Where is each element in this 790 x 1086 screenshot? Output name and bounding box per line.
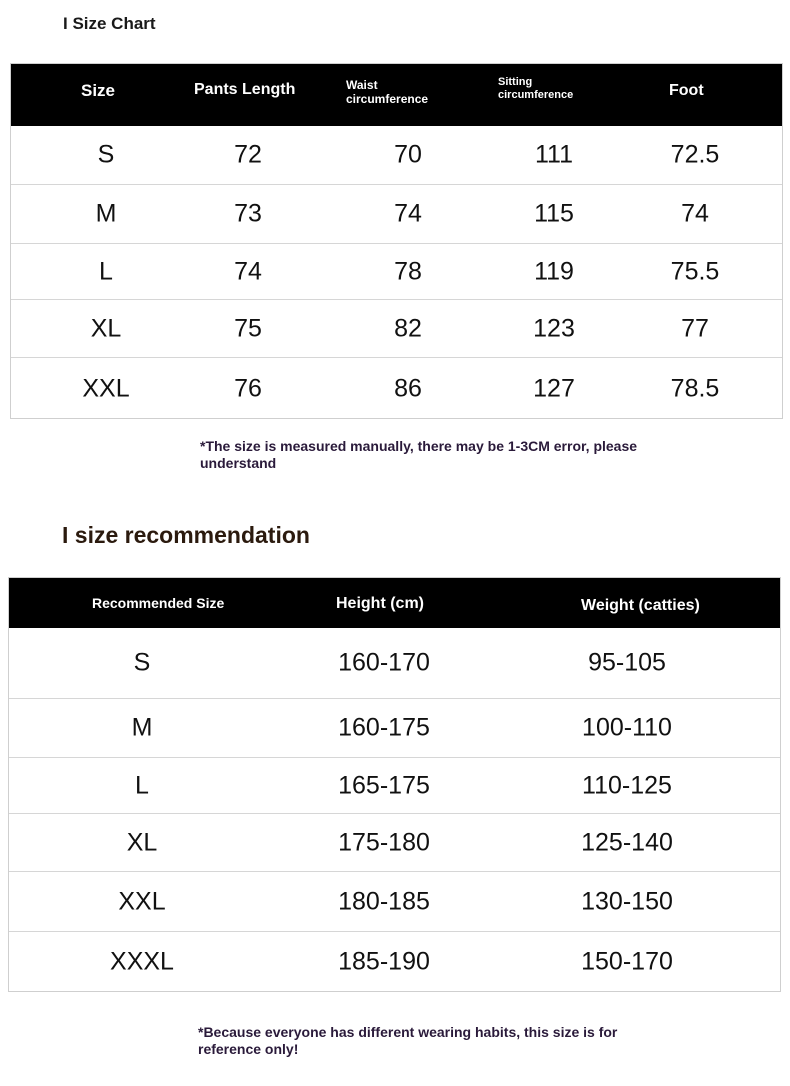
cell-weight: 100-110 [582, 713, 672, 742]
recommendation-note [198, 1024, 668, 1058]
header-waist [346, 78, 428, 107]
cell-size: XXXL [110, 947, 174, 976]
cell-weight: 130-150 [581, 887, 673, 915]
recommendation-row [9, 699, 780, 758]
cell-size: XXL [118, 887, 166, 915]
cell-height: 175-180 [338, 828, 430, 856]
cell-height: 180-185 [338, 887, 430, 915]
header-pants-length: Pants Length [194, 81, 296, 98]
cell-waist: 74 [394, 199, 422, 228]
recommendation-row [9, 758, 780, 814]
cell-sitting: 111 [534, 140, 574, 169]
header-foot: Foot [669, 82, 704, 99]
size-chart-row [11, 126, 782, 185]
size-chart-row [11, 185, 782, 244]
cell-size: XL [90, 314, 122, 342]
size-chart-header [11, 64, 782, 126]
cell-sitting: 123 [533, 314, 575, 342]
size-chart-note-line2: understand [200, 455, 277, 471]
cell-sitting: 115 [534, 199, 574, 228]
recommendation-row [9, 814, 780, 872]
cell-size: XL [126, 828, 158, 856]
size-chart-note-line1: *The size is measured manually, there may be 1-3CM error, please [200, 438, 638, 454]
header-recommended-size: Recommended Size [92, 595, 225, 611]
cell-weight: 95-105 [588, 648, 666, 677]
cell-height: 160-170 [338, 648, 430, 677]
cell-waist: 78 [394, 257, 422, 285]
recommendation-row [9, 628, 780, 699]
cell-pants-length: 76 [234, 374, 262, 402]
cell-pants-length: 74 [234, 257, 262, 285]
cell-pants-length: 75 [234, 314, 262, 342]
size-chart-title: I Size Chart [63, 14, 156, 33]
header-waist-line2: circumference [346, 92, 429, 107]
header-waist-line1: Waist [346, 78, 378, 92]
header-sitting-line2: circumference [498, 89, 574, 102]
header-size: Size [81, 81, 116, 100]
cell-size: L [99, 257, 113, 285]
header-sitting-line1: Sitting [498, 76, 533, 88]
header-height: Height (cm) [336, 595, 424, 612]
cell-size: S [97, 140, 115, 169]
cell-size: L [135, 771, 149, 799]
cell-height: 185-190 [338, 947, 430, 976]
size-chart-table [10, 63, 783, 419]
cell-sitting: 127 [533, 374, 575, 402]
cell-size: XXL [82, 374, 130, 402]
size-chart-row [11, 300, 782, 358]
cell-foot: 75.5 [670, 257, 720, 285]
recommendation-row [9, 872, 780, 932]
cell-waist: 82 [394, 314, 422, 342]
cell-pants-length: 72 [234, 140, 262, 169]
cell-weight: 150-170 [581, 947, 673, 976]
cell-pants-length: 73 [234, 199, 262, 228]
recommendation-table [8, 577, 781, 992]
cell-foot: 72.5 [670, 140, 720, 169]
cell-size: M [131, 713, 153, 742]
recommendation-header [9, 578, 780, 628]
cell-height: 160-175 [338, 713, 430, 742]
cell-height: 165-175 [338, 771, 430, 799]
recommendation-note-line2: reference only! [198, 1041, 299, 1057]
size-chart-row [11, 358, 782, 419]
cell-weight: 125-140 [581, 828, 673, 856]
cell-waist: 70 [394, 140, 422, 169]
cell-sitting: 119 [534, 257, 574, 285]
cell-weight: 110-125 [582, 771, 672, 799]
cell-size: M [95, 199, 117, 228]
recommendation-note-line1: *Because everyone has different wearing habits, this size is for [198, 1024, 618, 1040]
recommendation-title: I size recommendation [62, 522, 310, 548]
recommendation-row [9, 932, 780, 992]
cell-size: S [133, 648, 151, 677]
cell-foot: 77 [681, 314, 709, 342]
size-chart-note [200, 438, 670, 472]
cell-foot: 78.5 [670, 374, 720, 402]
cell-waist: 86 [394, 374, 422, 402]
size-chart-row [11, 244, 782, 300]
cell-foot: 74 [681, 199, 709, 228]
header-sitting [498, 76, 573, 102]
header-weight: Weight (catties) [581, 597, 700, 614]
